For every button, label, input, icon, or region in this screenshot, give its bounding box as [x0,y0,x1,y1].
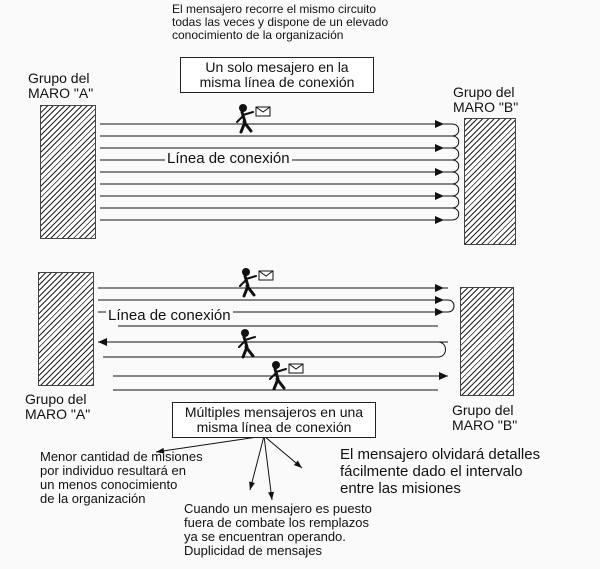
arrowhead-icon [439,372,448,380]
loop-turn [448,300,454,312]
arrowhead-icon [435,216,444,224]
bottom-left-group-label: Grupo del MARO "A" [25,391,91,422]
arrowhead-icon [435,168,444,176]
messenger-figure-icon [242,268,250,276]
maro-a-top-block [40,105,96,239]
loop-turn [452,184,459,196]
top-box: Un solo mesajero en la misma línea de conexión [180,57,374,93]
messenger-figure-icon [239,104,247,112]
arrowhead-icon [435,296,444,304]
maro-a-bottom-block [38,272,94,386]
arrowhead-icon [98,338,107,346]
loop-turn [452,160,459,172]
arrowhead-icon [435,284,444,292]
top-line-label: Línea de conexión [167,150,290,167]
arrowhead-icon [249,482,255,490]
loop-turn [452,208,459,220]
loop-turn [452,172,459,184]
messenger-figure-icon [272,361,280,369]
note-center: Cuando un mensajero es puesto fuera de combate los remplazos ya se encuentran operando. Duplicidad de mensajes [184,501,372,558]
maro-b-top-block [464,118,516,245]
note-right: El mensajero olvidará detalles fácilmente dado el intervalo entre las misiones [340,446,541,497]
arrowhead-icon [435,120,444,128]
arrowhead-icon [435,308,444,316]
loop-turn [452,196,459,208]
bottom-line-label: Línea de conexión [108,307,231,324]
top-left-group-label: Grupo del MARO "A" [28,70,94,101]
arrowhead-icon [435,192,444,200]
loop-turn [452,148,459,160]
loop-turn [438,342,446,357]
arrowhead-icon [268,492,274,500]
top-note: El mensajero recorre el mismo circuito todas las veces y dispone de un elevado conocimiento de la organización [172,2,389,42]
arrowhead-icon [435,144,444,152]
bottom-box: Múltiples mensajeros en una misma línea de conexión [172,402,376,438]
loop-turn [452,124,459,136]
pointer-line [264,436,272,500]
pointer-line [250,436,264,490]
top-right-group-label: Grupo del MARO "B" [453,84,519,115]
messenger-figure-icon [241,329,249,337]
bottom-right-group-label: Grupo del MARO "B" [452,402,518,433]
note-left: Menor cantidad de misiones por individuo resultará en un menos conocimiento de la organización [40,449,203,506]
loop-turn [452,136,459,148]
maro-b-bottom-block [460,287,514,396]
